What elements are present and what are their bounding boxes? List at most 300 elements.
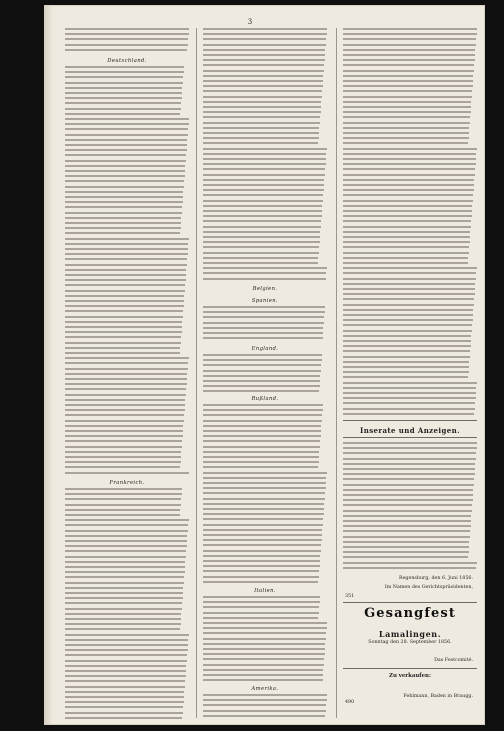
- body-text-line: [203, 189, 324, 191]
- body-text-line: [203, 461, 319, 463]
- body-text-line: [65, 425, 183, 427]
- body-text-line: [65, 498, 181, 500]
- body-text-line: [65, 561, 185, 563]
- body-text-line: [65, 430, 183, 432]
- body-text-line: [65, 509, 180, 511]
- body-text-line: [343, 489, 473, 491]
- body-text-line: [343, 80, 473, 82]
- body-text-line: [343, 127, 469, 129]
- body-text-line: [343, 184, 474, 186]
- body-text-line: [203, 231, 320, 233]
- body-text-line: [203, 446, 320, 448]
- body-text-line: [343, 205, 472, 207]
- body-text-line: [203, 272, 326, 274]
- body-text-line: [203, 669, 323, 671]
- column-2: [203, 28, 327, 718]
- body-text-line: [65, 368, 188, 370]
- body-text-line: [203, 33, 327, 35]
- body-text-line: [203, 137, 319, 139]
- body-text-line: [343, 220, 471, 222]
- body-text-line: [203, 601, 320, 603]
- body-text-line: [65, 414, 184, 416]
- section-header-italien: Italien.: [254, 588, 276, 594]
- body-text-line: [65, 404, 185, 406]
- body-text-line: [343, 515, 471, 517]
- gesangfest-date: Sonntag den 28. September 1856.: [368, 640, 452, 645]
- body-text-line: [343, 413, 474, 415]
- body-text-line: [65, 634, 189, 636]
- body-text-line: [203, 643, 325, 645]
- body-text-line: [203, 327, 323, 329]
- zu-verkaufen: Zu verkaufen:: [389, 673, 431, 679]
- body-text-line: [203, 550, 321, 552]
- body-text-line: [65, 165, 185, 167]
- body-text-line: [65, 227, 181, 229]
- body-text-line: [203, 622, 327, 624]
- body-text-line: [203, 544, 321, 546]
- body-text-line: [203, 375, 320, 377]
- body-text-line: [203, 503, 324, 505]
- body-text-line: [65, 571, 185, 573]
- body-text-line: [203, 638, 326, 640]
- body-text-line: [343, 59, 475, 61]
- body-text-line: [343, 132, 469, 134]
- body-text-line: [203, 513, 324, 515]
- body-text-line: [203, 54, 325, 56]
- body-text-line: [65, 394, 186, 396]
- body-text-line: [343, 200, 473, 202]
- body-text-line: [203, 158, 326, 160]
- body-text-line: [65, 378, 187, 380]
- body-text-line: [343, 447, 477, 449]
- body-text-line: [65, 87, 182, 89]
- body-text-line: [343, 567, 476, 569]
- body-text-line: [203, 101, 321, 103]
- body-text-line: [65, 675, 186, 677]
- body-text-line: [203, 380, 320, 382]
- body-text-line: [343, 288, 475, 290]
- body-text-line: [343, 90, 472, 92]
- body-text-line: [203, 153, 326, 155]
- body-text-line: [65, 670, 186, 672]
- body-text-line: [65, 269, 186, 271]
- body-text-line: [65, 118, 189, 120]
- body-text-line: [65, 602, 182, 604]
- body-text-line: [203, 179, 324, 181]
- body-text-line: [65, 160, 186, 162]
- body-text-line: [203, 215, 322, 217]
- body-text-line: [65, 628, 180, 630]
- body-text-line: [65, 388, 186, 390]
- body-text-line: [343, 158, 476, 160]
- body-text-line: [65, 576, 184, 578]
- body-text-line: [343, 541, 469, 543]
- body-text-line: [343, 525, 471, 527]
- body-text-line: [343, 478, 474, 480]
- body-text-line: [203, 148, 327, 150]
- body-text-line: [65, 524, 188, 526]
- body-text-line: [65, 566, 185, 568]
- body-text-line: [203, 555, 320, 557]
- body-text-line: [343, 408, 475, 410]
- body-text-line: [343, 556, 468, 558]
- body-text-line: [65, 274, 186, 276]
- body-text-line: [203, 425, 321, 427]
- body-text-line: [65, 342, 181, 344]
- column-rule: [196, 28, 197, 718]
- body-text-line: [65, 451, 181, 453]
- body-text-line: [343, 468, 475, 470]
- body-text-line: [343, 168, 475, 170]
- body-text-line: [343, 392, 476, 394]
- body-text-line: [65, 295, 184, 297]
- body-text-line: [203, 435, 321, 437]
- body-text-line: [65, 175, 185, 177]
- body-text-line: [65, 649, 188, 651]
- body-text-line: [203, 174, 325, 176]
- body-text-line: [343, 366, 469, 368]
- body-text-line: [65, 71, 184, 73]
- body-text-line: [65, 712, 183, 714]
- section-header-deutschland: Deutschland.: [107, 58, 147, 64]
- body-text-line: [343, 44, 476, 46]
- body-text-line: [343, 361, 469, 363]
- section-header-belgien: Belgien.: [252, 286, 278, 292]
- body-text-line: [203, 354, 322, 356]
- body-text-line: [65, 264, 187, 266]
- body-text-line: [65, 258, 187, 260]
- body-text-line: [343, 530, 470, 532]
- body-text-line: [203, 632, 326, 634]
- body-text-line: [343, 452, 476, 454]
- body-text-line: [343, 324, 472, 326]
- body-text-line: [343, 298, 474, 300]
- body-text-line: [65, 102, 181, 104]
- body-text-line: [343, 267, 477, 269]
- body-text-line: [203, 194, 323, 196]
- body-text-line: [65, 519, 189, 521]
- body-text-line: [203, 70, 324, 72]
- body-text-line: [343, 137, 469, 139]
- body-text-line: [203, 409, 323, 411]
- body-text-line: [203, 96, 322, 98]
- body-text-line: [343, 96, 472, 98]
- body-text-line: [343, 64, 474, 66]
- body-text-line: [65, 556, 186, 558]
- body-text-line: [65, 38, 188, 40]
- page-number: 3: [247, 18, 253, 26]
- section-rule: [343, 437, 477, 438]
- body-text-line: [343, 210, 472, 212]
- body-text-line: [65, 706, 183, 708]
- court-office: Im Namen des Gerichtspräsidenten,: [384, 585, 473, 590]
- body-text-line: [343, 189, 474, 191]
- announcements-heading: Inserate und Anzeigen.: [360, 426, 460, 435]
- body-text-line: [343, 28, 477, 30]
- body-text-line: [203, 38, 326, 40]
- body-text-line: [65, 28, 189, 30]
- body-text-line: [343, 122, 470, 124]
- body-text-line: [203, 49, 325, 51]
- body-text-line: [65, 613, 181, 615]
- body-text-line: [65, 440, 182, 442]
- body-text-line: [343, 330, 472, 332]
- body-text-line: [343, 215, 472, 217]
- body-text-line: [343, 194, 473, 196]
- body-text-line: [203, 122, 320, 124]
- footer-number: 490: [345, 700, 355, 705]
- body-text-line: [65, 435, 183, 437]
- body-text-line: [65, 82, 183, 84]
- body-text-line: [203, 699, 327, 701]
- body-text-line: [65, 717, 182, 719]
- body-text-line: [343, 562, 477, 564]
- body-text-line: [203, 241, 320, 243]
- body-text-line: [203, 414, 322, 416]
- body-text-line: [343, 387, 476, 389]
- body-text-line: [65, 597, 183, 599]
- body-text-line: [65, 446, 182, 448]
- body-text-line: [343, 54, 475, 56]
- body-text-line: [343, 33, 477, 35]
- body-text-line: [203, 466, 318, 468]
- body-text-line: [203, 404, 323, 406]
- column-3: [343, 28, 477, 718]
- body-text-line: [203, 106, 321, 108]
- body-text-line: [203, 210, 322, 212]
- body-text-line: [65, 92, 182, 94]
- body-text-line: [343, 293, 475, 295]
- section-rule: [343, 668, 477, 669]
- body-text-line: [203, 220, 321, 222]
- body-text-line: [203, 560, 320, 562]
- body-text-line: [65, 623, 181, 625]
- body-text-line: [203, 80, 323, 82]
- body-text-line: [203, 658, 324, 660]
- body-text-line: [343, 458, 476, 460]
- body-text-line: [203, 132, 319, 134]
- body-text-line: [203, 163, 326, 165]
- body-text-line: [65, 321, 182, 323]
- body-text-line: [65, 608, 182, 610]
- body-text-line: [203, 539, 322, 541]
- body-text-line: [65, 243, 188, 245]
- body-text-line: [65, 191, 183, 193]
- body-text-line: [343, 484, 474, 486]
- body-text-line: [203, 570, 319, 572]
- body-text-line: [65, 362, 188, 364]
- body-text-line: [343, 236, 470, 238]
- body-text-line: [65, 665, 186, 667]
- body-text-line: [343, 231, 470, 233]
- body-text-line: [65, 691, 184, 693]
- body-text-line: [65, 123, 189, 125]
- body-text-line: [203, 322, 324, 324]
- body-text-line: [343, 345, 471, 347]
- gesangfest-title: Gesangfest: [364, 606, 456, 621]
- body-text-line: [203, 430, 321, 432]
- body-text-line: [203, 200, 323, 202]
- body-text-line: [65, 550, 186, 552]
- body-text-line: [203, 518, 323, 520]
- body-text-line: [65, 461, 181, 463]
- body-text-line: [343, 319, 473, 321]
- page-gutter: [45, 6, 53, 724]
- body-text-line: [203, 390, 319, 392]
- body-text-line: [203, 90, 322, 92]
- body-text-line: [203, 385, 320, 387]
- gesangfest-subtitle: Lamalingen.: [378, 629, 442, 639]
- body-text-line: [343, 546, 469, 548]
- body-text-line: [343, 226, 471, 228]
- body-text-line: [343, 402, 475, 404]
- body-text-line: [343, 314, 473, 316]
- body-text-line: [203, 576, 319, 578]
- body-text-line: [65, 326, 182, 328]
- section-header-england: England.: [251, 346, 279, 352]
- body-text-line: [343, 340, 471, 342]
- body-text-line: [65, 108, 181, 110]
- body-text-line: [203, 332, 323, 334]
- body-text-line: [203, 306, 325, 308]
- body-text-line: [203, 257, 318, 259]
- body-text-line: [203, 482, 326, 484]
- body-text-line: [343, 536, 470, 538]
- body-text-line: [343, 272, 476, 274]
- body-text-line: [343, 371, 469, 373]
- body-text-line: [343, 257, 468, 259]
- body-text-line: [343, 356, 470, 358]
- body-text-line: [65, 420, 184, 422]
- newspaper-page: [45, 6, 484, 724]
- body-text-line: [65, 540, 187, 542]
- body-text-line: [343, 163, 476, 165]
- body-text-line: [343, 397, 476, 399]
- body-text-line: [65, 504, 181, 506]
- body-text-line: [65, 535, 187, 537]
- body-text-line: [203, 359, 322, 361]
- body-text-line: [343, 116, 470, 118]
- body-text-line: [203, 337, 323, 339]
- body-text-line: [343, 148, 477, 150]
- body-text-line: [65, 97, 182, 99]
- body-text-line: [65, 472, 189, 474]
- body-text-line: [343, 304, 474, 306]
- body-text-line: [343, 350, 470, 352]
- body-text-line: [343, 335, 471, 337]
- body-text-line: [65, 139, 187, 141]
- body-text-line: [65, 680, 185, 682]
- body-text-line: [65, 331, 182, 333]
- body-text-line: [65, 206, 182, 208]
- body-text-line: [65, 238, 189, 240]
- body-text-line: [203, 524, 323, 526]
- body-text-line: [343, 49, 475, 51]
- body-text-line: [65, 113, 180, 115]
- body-text-line: [343, 85, 473, 87]
- body-text-line: [343, 382, 477, 384]
- body-text-line: [65, 180, 184, 182]
- body-text-line: [203, 664, 324, 666]
- body-text-line: [65, 618, 181, 620]
- body-text-line: [203, 116, 320, 118]
- body-text-line: [203, 487, 326, 489]
- body-text-line: [343, 376, 468, 378]
- body-text-line: [65, 144, 187, 146]
- body-text-line: [343, 241, 470, 243]
- body-text-line: [65, 456, 181, 458]
- body-text-line: [203, 627, 327, 629]
- place-date: Regensburg, den 6. Juni 1856.: [398, 576, 473, 581]
- body-text-line: [343, 499, 473, 501]
- body-text-line: [343, 70, 474, 72]
- announcement-number: 351: [345, 594, 355, 599]
- body-text-line: [343, 101, 471, 103]
- body-text-line: [203, 534, 322, 536]
- body-text-line: [343, 551, 469, 553]
- body-text-line: [65, 587, 183, 589]
- body-text-line: [65, 639, 188, 641]
- body-text-line: [203, 596, 320, 598]
- body-text-line: [203, 252, 319, 254]
- body-text-line: [203, 311, 325, 313]
- body-text-line: [343, 504, 472, 506]
- body-text-line: [203, 508, 324, 510]
- body-text-line: [203, 267, 327, 269]
- body-text-line: [65, 373, 187, 375]
- body-text-line: [343, 38, 476, 40]
- body-text-line: [65, 582, 184, 584]
- body-text-line: [203, 456, 319, 458]
- body-text-line: [65, 514, 180, 516]
- body-text-line: [203, 581, 318, 583]
- body-text-line: [203, 226, 321, 228]
- body-text-line: [203, 648, 325, 650]
- body-text-line: [65, 128, 188, 130]
- body-text-line: [65, 660, 187, 662]
- body-text-line: [203, 710, 326, 712]
- body-text-line: [65, 300, 184, 302]
- section-header-russland: Rußland.: [251, 396, 279, 402]
- section-header-amerika: Amerika.: [251, 686, 279, 692]
- body-text-line: [203, 85, 323, 87]
- body-text-line: [343, 278, 476, 280]
- body-text-line: [203, 364, 321, 366]
- body-text-line: [343, 246, 469, 248]
- body-text-line: [203, 715, 325, 717]
- body-text-line: [203, 565, 320, 567]
- body-text-line: [343, 442, 477, 444]
- body-text-line: [343, 520, 471, 522]
- body-text-line: [65, 134, 188, 136]
- body-text-line: [203, 694, 327, 696]
- column-1: [65, 28, 189, 718]
- body-text-line: [65, 545, 187, 547]
- body-text-line: [203, 44, 326, 46]
- body-text-line: [65, 66, 184, 68]
- body-text-line: [65, 186, 184, 188]
- body-text-line: [343, 510, 472, 512]
- body-text-line: [203, 492, 325, 494]
- body-text-line: [65, 149, 187, 151]
- section-rule: [343, 602, 477, 603]
- body-text-line: [343, 174, 475, 176]
- body-text-line: [343, 252, 469, 254]
- body-text-line: [343, 473, 475, 475]
- body-text-line: [203, 205, 322, 207]
- body-text-line: [203, 529, 322, 531]
- body-text-line: [65, 232, 180, 234]
